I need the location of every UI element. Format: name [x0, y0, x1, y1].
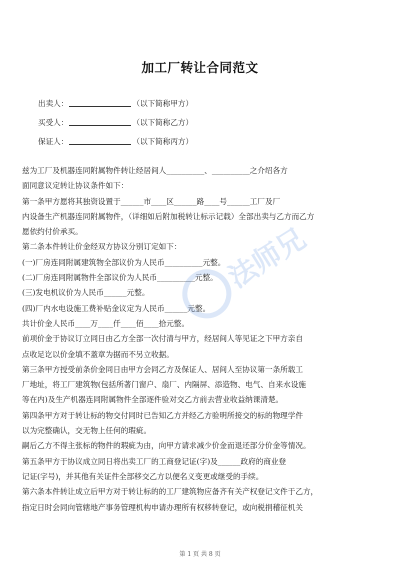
body-line: 第二条本件转让价金经双方协议分别订定如下：: [22, 242, 182, 252]
party-label: 出卖人：: [38, 99, 69, 108]
body-line: 第五条甲方于协议成立同日将出卖工厂的工商登记证(字)及______政府的商业登: [22, 456, 287, 466]
document-title: 加工厂转让合同范文: [141, 60, 259, 75]
body-line: 内设备生产机器连同附属物件，（详细如后附加税转让标示记载）全部出卖与乙方而乙方: [22, 211, 315, 221]
watermark-text: 法师兄: [222, 221, 312, 295]
body-line: 第一条甲方愿将其独资设置于______市____区______路____号______工厂及厂: [22, 196, 281, 206]
body-line: 兹为工厂及机器连同附属物件转让经居间人__________、__________之介绍各方: [22, 166, 288, 175]
body-line: 点收足讫以价金填不蓋章为据而不另立收据。: [22, 349, 174, 359]
body-line: (四)厂内水电设施工费补贴金议定为人民币______元整。: [22, 303, 211, 313]
party-note: （以下简称丙方）: [132, 137, 194, 146]
body-line: 前项价金于协议订立同日由乙方全部一次付清与甲方，经居间人等见证之下甲方亲自: [22, 334, 303, 344]
body-line: 等在内)及生产机器连同附属物件全部逐件验对交乙方前去营业收益纳课清楚。: [22, 395, 284, 405]
body-line: 嗣后乙方不得主张标的物件的瑕疵为由，向甲方请求减少价金而退还部分价金等情况。: [22, 441, 311, 451]
party-note: （以下简称乙方）: [132, 118, 194, 127]
blank-line: [69, 99, 131, 107]
body-line: 第六条本件转让成立后甲方对于转让标的的工厂建筑物应备齐有关产权登记文件于乙方，: [22, 487, 319, 497]
party-label: 买受人：: [38, 118, 69, 127]
body-line: 记证(字号)，并其他有关证件全部移交乙方以便名义变更或继受的手续。: [22, 471, 264, 481]
body-line: 以为完整确认，交无物上任何的瑕疵。: [22, 426, 152, 436]
body-line: 指定日时会同向管辖地产事务管理机构申请办理所有权移转登记，或向税捐稽征机关: [22, 502, 303, 512]
body-line: (一)厂房连同附属建筑物全部议价为人民币__________元整。: [22, 257, 226, 267]
party-buyer: [38, 118, 193, 128]
body-line: (三)发电机议价为人民币______元整。: [22, 288, 150, 298]
body-line: 面同意议定转让协议条件如下：: [22, 181, 129, 191]
party-seller: [38, 99, 193, 109]
body-line: (二)厂房连同附属物件全部议价为人民币__________元整。: [22, 273, 218, 283]
body-line: 愿依约付价承买。: [22, 227, 83, 237]
party-note: （以下简称甲方）: [132, 99, 194, 108]
party-label: 保证人：: [38, 137, 69, 146]
party-guarantor: [38, 137, 193, 147]
page-footer: 第 1 页 共 8 页: [179, 551, 221, 558]
body-line: 共计价金人民币____万____仟____佰____拾元整。: [22, 318, 190, 328]
body-line: 第三条甲方授受前条价金同日由甲方会同乙方及保证人、居间人至协议第一条所载工: [22, 364, 303, 374]
body-line: 第四条甲方对于转让标的物交付同时已告知乙方并经乙方验明所接交的标的物理学件: [22, 410, 303, 420]
blank-line: [69, 137, 131, 145]
blank-line: [69, 118, 131, 126]
body-line: 厂地址，将工厂建筑物(包括所著门窗户、扇厂、内隔屏、添造物、电气、自来水设施: [22, 380, 306, 390]
